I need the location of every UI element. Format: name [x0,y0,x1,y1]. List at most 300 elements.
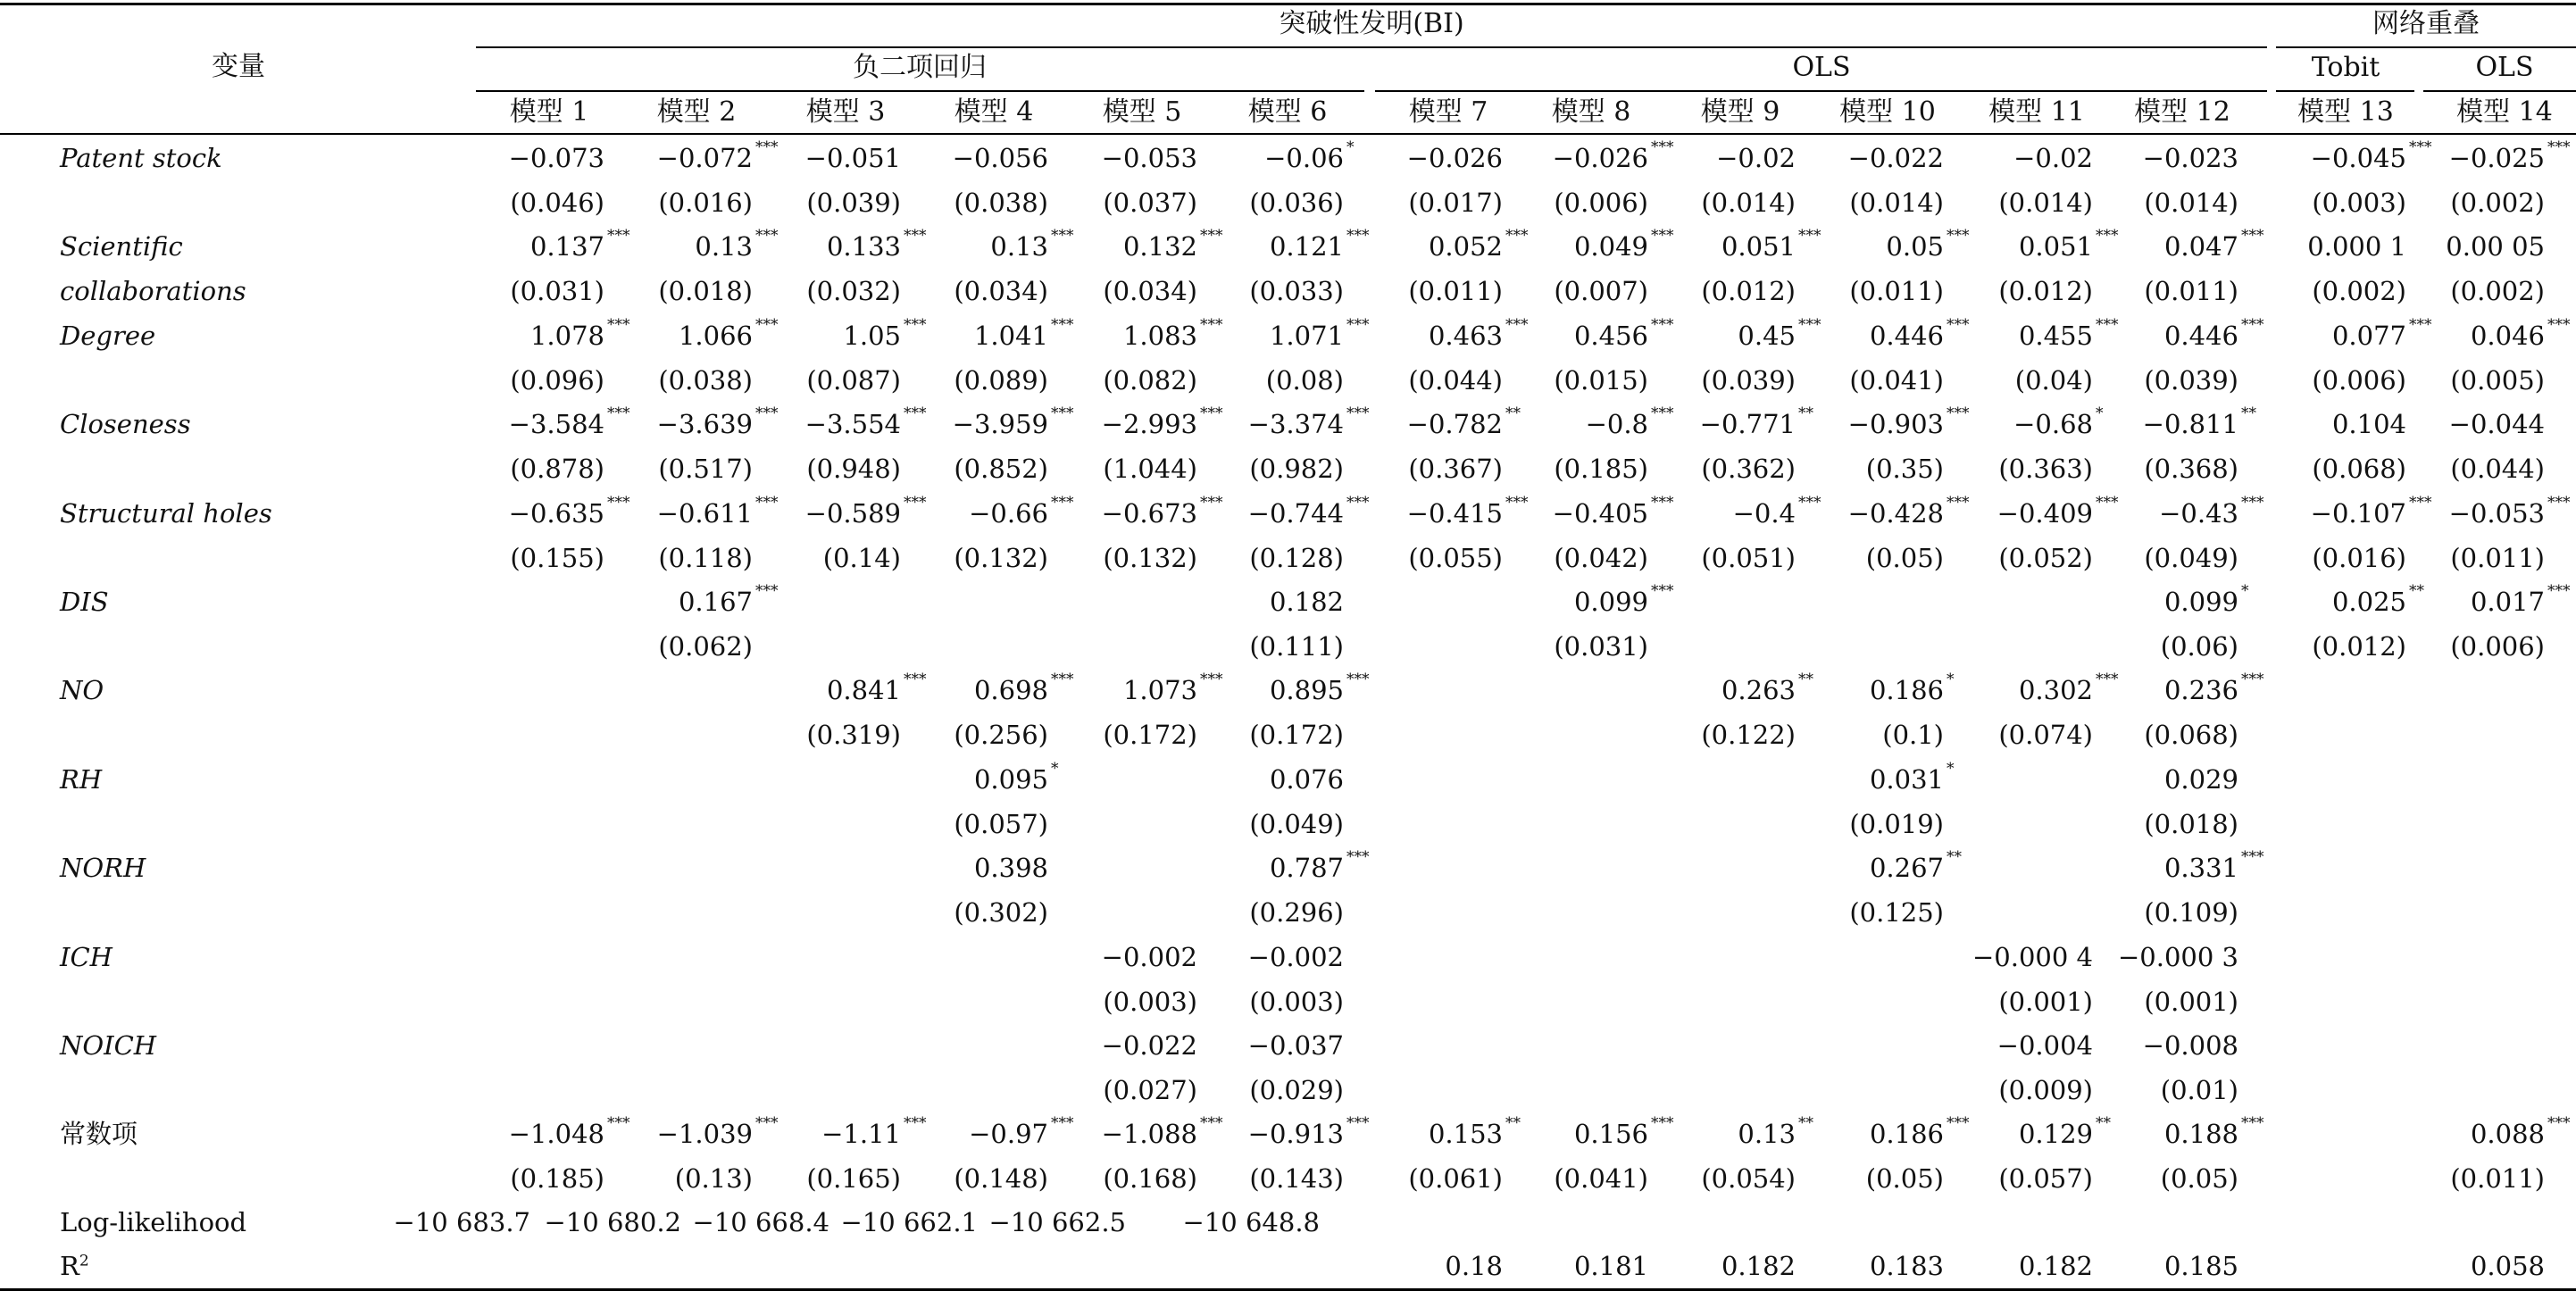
overlap-group-rule [2276,46,2576,48]
significance-stars: *** [607,494,630,512]
coefficient-cell: −0.022 [1101,1030,1197,1061]
coefficient-cell: −1.088 *** [1101,1114,1223,1149]
standard-error-cell: (0.061) [1408,1163,1503,1194]
significance-stars: ** [1798,404,1813,422]
coefficient-cell: 0.331 *** [2163,848,2264,883]
standard-error-cell: (0.319) [806,720,901,750]
significance-stars: *** [1200,670,1223,688]
coefficient-cell: 0.088 *** [2470,1114,2571,1149]
standard-error-cell: (0.039) [2144,365,2238,396]
standard-error-cell: (0.517) [658,454,753,484]
standard-error-cell: (0.1) [1882,720,1944,750]
standard-error-cell: (0.003) [2312,187,2406,218]
significance-stars: *** [1200,404,1223,422]
coefficient-cell: 0.167 *** [678,582,779,617]
coefficient-cell: −0.68 * [2013,404,2104,439]
standard-error-cell: (0.04) [2014,365,2093,396]
significance-stars: *** [755,1114,779,1132]
coefficient-cell: 0.132 *** [1122,227,1223,262]
standard-error-cell: (0.185) [1554,454,1648,484]
significance-stars: *** [2241,316,2264,334]
significance-stars: *** [904,316,927,334]
significance-stars: *** [1651,582,1674,600]
standard-error-cell: (0.049) [1249,809,1344,839]
r-squared-value: 0.182 [2018,1251,2093,1281]
coefficient-cell: 0.029 [2163,764,2238,795]
standard-error-cell: (0.044) [1408,365,1503,396]
standard-error-cell: (0.009) [1998,1075,2093,1105]
standard-error-cell: (0.125) [1849,897,1944,928]
nb-sub-rule [476,90,1364,92]
standard-error-cell: (0.302) [954,897,1048,928]
model-header-5: 模型 5 [1102,96,1182,128]
standard-error-cell: (0.041) [1849,365,1944,396]
standard-error-cell: (0.132) [954,543,1048,573]
coefficient-cell: −0.4 *** [1732,494,1822,529]
coefficient-cell: 0.052 *** [1428,227,1529,262]
coefficient-cell: 0.463 *** [1428,316,1529,351]
standard-error-cell: (0.982) [1249,454,1344,484]
significance-stars: *** [1947,404,1970,422]
standard-error-cell: (1.044) [1103,454,1197,484]
standard-error-cell: (0.012) [1998,276,2093,306]
coefficient-cell: −1.039 *** [656,1114,779,1149]
standard-error-cell: (0.172) [1103,720,1197,750]
coefficient-cell: 0.188 *** [2163,1114,2264,1149]
significance-stars: *** [904,670,927,688]
coefficient-cell: −0.004 [1997,1030,2093,1061]
standard-error-cell: (0.363) [1998,454,2093,484]
coefficient-cell: 0.046 *** [2470,316,2571,351]
coefficient-cell: −0.000 3 [2118,942,2238,972]
coefficient-cell: −0.002 [1101,942,1197,972]
standard-error-cell: (0.011) [2450,543,2545,573]
significance-stars: ** [2096,1114,2111,1132]
coefficient-cell: 0.455 *** [2018,316,2119,351]
ols-sub-rule [1375,90,2267,92]
coefficient-cell: −0.415 *** [1406,494,1529,529]
significance-stars: *** [2241,670,2264,688]
model-header-10: 模型 10 [1839,96,1936,128]
significance-stars: *** [2096,670,2119,688]
coefficient-cell: 0.099 *** [1573,582,1674,617]
coefficient-cell: −3.639 *** [656,404,779,439]
standard-error-cell: (0.087) [806,365,901,396]
significance-stars: *** [1505,316,1529,334]
row-label: Closeness [60,409,191,439]
coefficient-cell: −0.611 *** [656,494,779,529]
significance-stars: *** [904,1114,927,1132]
significance-stars: *** [607,227,630,245]
standard-error-cell: (0.878) [510,454,604,484]
standard-error-cell: (0.019) [1849,809,1944,839]
loglik-value: −10 662.5 [988,1207,1126,1237]
coefficient-cell: 0.267 ** [1869,848,1962,883]
significance-stars: *** [607,1114,630,1132]
coefficient-cell: 0.133 *** [826,227,927,262]
coefficient-cell: −0.107 *** [2310,494,2432,529]
significance-stars: *** [1051,316,1074,334]
standard-error-cell: (0.003) [1249,987,1344,1017]
significance-stars: * [1947,670,1955,688]
standard-error-cell: (0.007) [1554,276,1648,306]
standard-error-cell: (0.011) [1849,276,1944,306]
significance-stars: *** [755,494,779,512]
coefficient-cell: 0.182 [1269,587,1344,617]
significance-stars: *** [1051,404,1074,422]
standard-error-cell: (0.011) [2144,276,2238,306]
significance-stars: *** [1346,316,1370,334]
significance-stars: ** [2241,404,2256,422]
standard-error-cell: (0.35) [1865,454,1944,484]
significance-stars: *** [1051,1114,1074,1132]
coefficient-cell: −0.025 *** [2448,138,2571,173]
standard-error-cell: (0.256) [954,720,1048,750]
model-header-2: 模型 2 [656,96,737,128]
coefficient-cell: 0.047 *** [2163,227,2264,262]
coefficient-cell: 0.049 *** [1573,227,1674,262]
standard-error-cell: (0.172) [1249,720,1344,750]
standard-error-cell: (0.041) [1554,1163,1648,1194]
standard-error-cell: (0.005) [2450,365,2545,396]
r-squared-superscript: 2 [79,1252,89,1270]
coefficient-cell: 0.156 *** [1573,1114,1674,1149]
row-label: Structural holes [60,498,272,529]
standard-error-cell: (0.05) [1865,1163,1944,1194]
significance-stars: *** [2409,138,2432,156]
standard-error-cell: (0.036) [1249,187,1344,218]
coefficient-cell: −0.026 *** [1552,138,1674,173]
standard-error-cell: (0.046) [510,187,604,218]
significance-stars: *** [1200,316,1223,334]
coefficient-cell: −2.993 *** [1101,404,1223,439]
loglik-label: Log-likelihood [60,1207,247,1237]
standard-error-cell: (0.014) [1849,187,1944,218]
standard-error-cell: (0.143) [1249,1163,1344,1194]
standard-error-cell: (0.852) [954,454,1048,484]
coefficient-cell: 0.051 *** [2018,227,2119,262]
standard-error-cell: (0.068) [2312,454,2406,484]
significance-stars: *** [1505,227,1529,245]
coefficient-cell: −0.409 *** [1997,494,2119,529]
row-label: 常数项 [60,1119,138,1149]
standard-error-cell: (0.057) [954,809,1048,839]
coefficient-cell: 0.05 *** [1886,227,1970,262]
coefficient-cell: 0.051 *** [1721,227,1822,262]
row-label: collaborations [60,276,246,306]
significance-stars: *** [2547,138,2571,156]
standard-error-cell: (0.052) [1998,543,2093,573]
significance-stars: *** [1505,494,1529,512]
coefficient-cell: 1.066 *** [678,316,779,351]
standard-error-cell: (0.109) [2144,897,2238,928]
significance-stars: *** [2096,494,2119,512]
standard-error-cell: (0.13) [674,1163,753,1194]
standard-error-cell: (0.001) [1998,987,2093,1017]
standard-error-cell: (0.015) [1554,365,1648,396]
standard-error-cell: (0.033) [1249,276,1344,306]
standard-error-cell: (0.049) [2144,543,2238,573]
significance-stars: *** [607,404,630,422]
standard-error-cell: (0.031) [510,276,604,306]
coefficient-cell: 0.129 ** [2018,1114,2111,1149]
significance-stars: *** [1947,316,1970,334]
coefficient-cell: 0.446 *** [1869,316,1970,351]
significance-stars: *** [1346,1114,1370,1132]
significance-stars: *** [1051,494,1074,512]
significance-stars: *** [2096,227,2119,245]
coefficient-cell: 0.13 ** [1738,1114,1813,1149]
coefficient-cell: −0.673 *** [1101,494,1223,529]
coefficient-cell: −0.051 [804,143,901,173]
row-label: Degree [60,321,156,351]
coefficient-cell: −0.000 4 [1972,942,2093,972]
loglik-value: −10 648.8 [1182,1207,1320,1237]
standard-error-cell: (0.006) [2450,631,2545,662]
significance-stars: *** [1051,670,1074,688]
standard-error-cell: (0.08) [1265,365,1344,396]
coefficient-cell: 0.095 * [973,760,1059,795]
standard-error-cell: (0.368) [2144,454,2238,484]
r-squared-label: $R^2$ [60,1251,89,1281]
subheader-negative-binomial: 负二项回归 [853,52,987,83]
standard-error-cell: (0.029) [1249,1075,1344,1105]
coefficient-cell: 0.302 *** [2018,670,2119,705]
loglik-value: −10 683.7 [393,1207,530,1237]
coefficient-cell: −0.053 [1101,143,1197,173]
model-header-9: 模型 9 [1700,96,1780,128]
r-squared-value: 0.182 [1721,1251,1796,1281]
bi-group-rule [476,46,2267,48]
significance-stars: *** [1651,1114,1674,1132]
coefficient-cell: −0.056 [952,143,1048,173]
standard-error-cell: (0.128) [1249,543,1344,573]
coefficient-cell: −0.903 *** [1847,404,1970,439]
standard-error-cell: (0.032) [806,276,901,306]
coefficient-cell: −0.072 *** [656,138,779,173]
coefficient-cell: 0.236 *** [2163,670,2264,705]
standard-error-cell: (0.055) [1408,543,1503,573]
variable-header: 变量 [212,51,265,82]
standard-error-cell: (0.034) [1103,276,1197,306]
significance-stars: *** [1346,848,1370,866]
subheader-ols: OLS [1792,52,1851,83]
row-label: RH [60,764,103,795]
coefficient-cell: 0.121 *** [1269,227,1370,262]
significance-stars: *** [1200,1114,1223,1132]
significance-stars: *** [1651,138,1674,156]
significance-stars: *** [1651,404,1674,422]
coefficient-cell: 0.698 *** [973,670,1074,705]
coefficient-cell: 0.45 *** [1738,316,1822,351]
row-label: NOICH [60,1030,157,1061]
coefficient-cell: 0.00 05 [2446,231,2545,262]
top-rule [0,3,2576,5]
standard-error-cell: (0.014) [2144,187,2238,218]
significance-stars: *** [1651,316,1674,334]
coefficient-cell: −0.635 *** [508,494,630,529]
significance-stars: ** [2409,582,2424,600]
standard-error-cell: (0.011) [2450,1163,2545,1194]
model-header-14: 模型 14 [2456,96,2553,128]
ols2-sub-rule [2423,90,2576,92]
coefficient-cell: 0.13 *** [990,227,1074,262]
standard-error-cell: (0.05) [1865,543,1944,573]
significance-stars: ** [1947,848,1962,866]
r-squared-value: 0.18 [1445,1251,1503,1281]
standard-error-cell: (0.039) [806,187,901,218]
standard-error-cell: (0.165) [806,1163,901,1194]
standard-error-cell: (0.018) [2144,809,2238,839]
standard-error-cell: (0.062) [658,631,753,662]
coefficient-cell: −1.11 *** [821,1114,927,1149]
coefficient-cell: 0.099 * [2163,582,2249,617]
coefficient-cell: −0.008 [2142,1030,2238,1061]
coefficient-cell: −0.66 *** [969,494,1074,529]
row-label: NO [60,675,104,705]
standard-error-cell: (0.14) [822,543,901,573]
group-header-overlap: 网络重叠 [2372,8,2480,39]
significance-stars: *** [1947,227,1970,245]
coefficient-cell: −3.584 *** [508,404,630,439]
significance-stars: *** [2547,582,2571,600]
row-label: Patent stock [60,143,222,173]
row-label: Scientific [60,231,183,262]
significance-stars: ** [1798,1114,1813,1132]
significance-stars: *** [1346,494,1370,512]
coefficient-cell: 0.153 ** [1428,1114,1521,1149]
significance-stars: * [1947,760,1955,778]
coefficient-cell: 0.13 *** [695,227,779,262]
significance-stars: *** [1947,1114,1970,1132]
coefficient-cell: −0.022 [1847,143,1944,173]
standard-error-cell: (0.039) [1701,365,1796,396]
model-header-8: 模型 8 [1551,96,1631,128]
coefficient-cell: 1.041 *** [973,316,1074,351]
group-header-bi: 突破性发明(BI) [1279,8,1464,39]
model-header-3: 模型 3 [805,96,886,128]
standard-error-cell: (0.068) [2144,720,2238,750]
standard-error-cell: (0.002) [2312,276,2406,306]
standard-error-cell: (0.042) [1554,543,1648,573]
significance-stars: *** [607,316,630,334]
standard-error-cell: (0.168) [1103,1163,1197,1194]
significance-stars: *** [2241,494,2264,512]
standard-error-cell: (0.012) [2312,631,2406,662]
coefficient-cell: −3.374 *** [1247,404,1370,439]
r-squared-value: 0.058 [2470,1251,2545,1281]
coefficient-cell: 1.078 *** [529,316,630,351]
significance-stars: *** [1200,227,1223,245]
standard-error-cell: (0.06) [2160,631,2238,662]
coefficient-cell: −0.002 [1247,942,1344,972]
significance-stars: *** [2096,316,2119,334]
significance-stars: *** [2409,494,2432,512]
significance-stars: *** [1798,494,1822,512]
standard-error-cell: (0.044) [2450,454,2545,484]
standard-error-cell: (0.089) [954,365,1048,396]
row-label: DIS [60,587,109,617]
standard-error-cell: (0.096) [510,365,604,396]
coefficient-cell: −0.589 *** [804,494,927,529]
standard-error-cell: (0.362) [1701,454,1796,484]
coefficient-cell: 1.05 *** [843,316,927,351]
standard-error-cell: (0.051) [1701,543,1796,573]
coefficient-cell: −0.045 *** [2310,138,2432,173]
standard-error-cell: (0.017) [1408,187,1503,218]
subheader-tobit: Tobit [2311,52,2380,83]
standard-error-cell: (0.054) [1701,1163,1796,1194]
model-header-6: 模型 6 [1247,96,1328,128]
standard-error-cell: (0.185) [510,1163,604,1194]
significance-stars: *** [2547,494,2571,512]
significance-stars: *** [1798,316,1822,334]
standard-error-cell: (0.038) [954,187,1048,218]
coefficient-cell: −0.06 * [1264,138,1355,173]
model-header-7: 模型 7 [1408,96,1488,128]
significance-stars: * [1346,138,1355,156]
coefficient-cell: −0.02 [1716,143,1796,173]
standard-error-cell: (0.016) [2312,543,2406,573]
significance-stars: *** [1200,494,1223,512]
significance-stars: *** [1947,494,1970,512]
standard-error-cell: (0.034) [954,276,1048,306]
coefficient-cell: −0.428 *** [1847,494,1970,529]
coefficient-cell: −0.782 ** [1406,404,1521,439]
significance-stars: *** [1346,227,1370,245]
coefficient-cell: −0.771 ** [1699,404,1813,439]
loglik-value: −10 680.2 [544,1207,681,1237]
significance-stars: *** [1346,404,1370,422]
significance-stars: *** [904,404,927,422]
coefficient-cell: 0.895 *** [1269,670,1370,705]
coefficient-cell: 0.456 *** [1573,316,1674,351]
model-header-1: 模型 1 [509,96,589,128]
r-squared-value: 0.183 [1869,1251,1944,1281]
standard-error-cell: (0.948) [806,454,901,484]
coefficient-cell: 0.398 [973,853,1048,883]
standard-error-cell: (0.012) [1701,276,1796,306]
significance-stars: * [2241,582,2249,600]
standard-error-cell: (0.118) [658,543,753,573]
standard-error-cell: (0.05) [2160,1163,2238,1194]
standard-error-cell: (0.003) [1103,987,1197,1017]
coefficient-cell: 0.841 *** [826,670,927,705]
standard-error-cell: (0.027) [1103,1075,1197,1105]
coefficient-cell: 0.263 ** [1721,670,1813,705]
standard-error-cell: (0.018) [658,276,753,306]
standard-error-cell: (0.082) [1103,365,1197,396]
coefficient-cell: −0.405 *** [1552,494,1674,529]
coefficient-cell: −0.8 *** [1585,404,1674,439]
standard-error-cell: (0.296) [1249,897,1344,928]
coefficient-cell: −3.959 *** [952,404,1074,439]
standard-error-cell: (0.016) [658,187,753,218]
coefficient-cell: −0.02 [2013,143,2093,173]
significance-stars: *** [1798,227,1822,245]
coefficient-cell: −0.97 *** [969,1114,1074,1149]
standard-error-cell: (0.014) [1998,187,2093,218]
loglik-value: −10 662.1 [840,1207,978,1237]
coefficient-cell: −0.026 [1406,143,1503,173]
significance-stars: *** [1651,227,1674,245]
r-squared-value: 0.181 [1573,1251,1648,1281]
r-squared-value: 0.185 [2163,1251,2238,1281]
standard-error-cell: (0.132) [1103,543,1197,573]
standard-error-cell: (0.074) [1998,720,2093,750]
coefficient-cell: 0.000 1 [2307,231,2406,262]
subheader-ols-2: OLS [2475,52,2534,83]
